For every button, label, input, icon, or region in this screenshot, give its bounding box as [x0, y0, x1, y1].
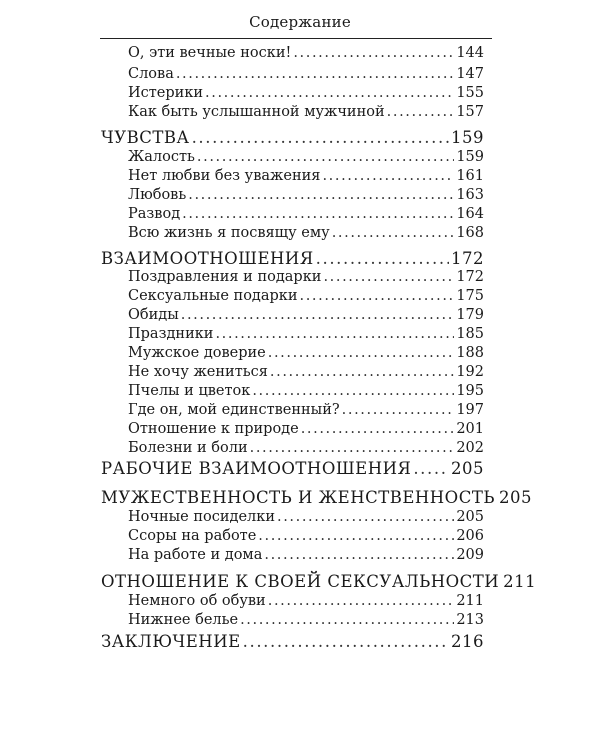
toc-page-number: 179 — [456, 307, 484, 323]
toc-section-entry — [101, 632, 484, 651]
toc-page-number: 205 — [498, 488, 532, 507]
toc-entry-title: Праздники — [128, 326, 214, 342]
dot-leader — [301, 421, 455, 437]
dot-leader — [268, 593, 455, 609]
toc-entry — [128, 421, 484, 437]
dot-leader — [258, 528, 454, 544]
toc-entry — [128, 593, 484, 609]
dot-leader — [323, 269, 454, 285]
toc-entry — [128, 149, 484, 165]
toc-entry — [128, 345, 484, 361]
toc-entry — [128, 307, 484, 323]
toc-entry — [128, 440, 484, 456]
toc-page-number: 197 — [456, 402, 484, 418]
toc-entry-title: ВЗАИМООТНОШЕНИЯ — [101, 249, 314, 268]
toc-page-number: 175 — [456, 288, 484, 304]
toc-entry-title: Истерики — [128, 85, 204, 101]
toc-page-number: 157 — [456, 104, 484, 120]
dot-leader — [293, 45, 454, 61]
toc-entry-title: Любовь — [128, 187, 187, 203]
toc-entry-title: Мужское доверие — [128, 345, 266, 361]
toc-entry-title: Сексуальные подарки — [128, 288, 298, 304]
toc-entry-title: Всю жизнь я посвящу ему — [128, 225, 330, 241]
toc-entry — [128, 168, 484, 184]
toc-entry-title: Ссоры на работе — [128, 528, 257, 544]
dot-leader — [215, 326, 454, 342]
dot-leader — [250, 440, 455, 456]
toc-entry-title: Ночные посиделки — [128, 509, 275, 525]
toc-entry-title: Слова — [128, 66, 174, 82]
toc-page-number: 185 — [456, 326, 484, 342]
toc-entry-title: Нижнее белье — [128, 612, 239, 628]
toc-page-number: 159 — [451, 128, 484, 147]
toc-entry — [128, 45, 484, 61]
dot-leader — [387, 104, 455, 120]
toc-entry — [128, 547, 484, 563]
dot-leader — [252, 383, 454, 399]
toc-page-number: 206 — [456, 528, 484, 544]
dot-leader — [264, 547, 454, 563]
toc-page-number: 144 — [456, 45, 484, 61]
toc-page-number: 201 — [456, 421, 484, 437]
dot-leader — [192, 128, 449, 147]
dot-leader — [413, 459, 449, 478]
toc-page-number: 147 — [456, 66, 484, 82]
dot-leader — [182, 206, 454, 222]
toc-entry — [128, 326, 484, 342]
toc-entry — [128, 612, 484, 628]
dot-leader — [300, 288, 455, 304]
toc-entry — [128, 206, 484, 222]
toc-entry-title: ЗАКЛЮЧЕНИЕ — [101, 632, 241, 651]
toc-entry-title: Развод — [128, 206, 181, 222]
toc-entry — [128, 509, 484, 525]
toc-page-number: 195 — [456, 383, 484, 399]
toc-page-number: 205 — [456, 509, 484, 525]
dot-leader — [205, 85, 454, 101]
toc-entry-title: Болезни и боли — [128, 440, 248, 456]
toc-page-number: 155 — [456, 85, 484, 101]
toc-entry-title: Нет любви без уважения — [128, 168, 321, 184]
dot-leader — [268, 345, 455, 361]
toc-entry-title: О, эти вечные носки! — [128, 45, 292, 61]
toc-entry — [128, 187, 484, 203]
toc-page-number: 192 — [456, 364, 484, 380]
dot-leader — [243, 632, 449, 651]
toc-page-number: 172 — [456, 269, 484, 285]
running-header: Содержание — [249, 13, 351, 31]
toc-page-number: 163 — [456, 187, 484, 203]
dot-leader — [322, 168, 454, 184]
toc-section-entry — [101, 488, 532, 507]
dot-leader — [197, 149, 454, 165]
toc-entry — [128, 225, 484, 241]
toc-page-number: 211 — [456, 593, 484, 609]
toc-entry-title: Пчелы и цветок — [128, 383, 251, 399]
toc-entry-title: ЧУВСТВА — [101, 128, 190, 147]
toc-entry-title: Как быть услышанной мужчиной — [128, 104, 385, 120]
toc-entry-title: Отношение к природе — [128, 421, 299, 437]
toc-entry — [128, 269, 484, 285]
toc-page-number: 213 — [456, 612, 484, 628]
toc-entry-title: Поздравления и подарки — [128, 269, 322, 285]
toc-entry — [128, 104, 484, 120]
toc-entry-title: На работе и дома — [128, 547, 263, 563]
dot-leader — [332, 225, 455, 241]
dot-leader — [277, 509, 454, 525]
toc-entry-title: Где он, мой единственный? — [128, 402, 340, 418]
toc-entry-title: Не хочу жениться — [128, 364, 268, 380]
toc-section-entry — [101, 128, 484, 147]
toc-entry — [128, 66, 484, 82]
toc-page-number: 188 — [456, 345, 484, 361]
toc-page-number: 209 — [456, 547, 484, 563]
toc-entry-title: Жалость — [128, 149, 195, 165]
toc-section-entry — [101, 459, 484, 478]
toc-section-entry — [101, 572, 537, 591]
dot-leader — [176, 66, 454, 82]
toc-page-number: 172 — [451, 249, 484, 268]
dot-leader — [316, 249, 449, 268]
toc-entry — [128, 85, 484, 101]
header-rule — [100, 38, 492, 39]
toc-page-number: 164 — [456, 206, 484, 222]
toc-entry-title: РАБОЧИЕ ВЗАИМООТНОШЕНИЯ — [101, 459, 412, 478]
dot-leader — [240, 612, 454, 628]
toc-page-number: 211 — [503, 572, 537, 591]
dot-leader — [342, 402, 455, 418]
toc-entry — [128, 364, 484, 380]
toc-entry — [128, 402, 484, 418]
toc-page-number: 216 — [451, 632, 484, 651]
dot-leader — [188, 187, 454, 203]
toc-section-entry — [101, 249, 484, 268]
toc-entry — [128, 288, 484, 304]
toc-entry — [128, 528, 484, 544]
toc-page-number: 202 — [456, 440, 484, 456]
toc-page-number: 205 — [451, 459, 484, 478]
toc-entry-title: МУЖЕСТВЕННОСТЬ И ЖЕНСТВЕННОСТЬ — [101, 488, 495, 507]
toc-page-number: 159 — [456, 149, 484, 165]
toc-entry-title: Обиды — [128, 307, 179, 323]
toc-entry — [128, 383, 484, 399]
toc-entry-title: Немного об обуви — [128, 593, 266, 609]
dot-leader — [181, 307, 455, 323]
toc-page-number: 168 — [456, 225, 484, 241]
toc-page-number: 161 — [456, 168, 484, 184]
toc-entry-title: ОТНОШЕНИЕ К СВОЕЙ СЕКСУАЛЬНОСТИ — [101, 572, 500, 591]
dot-leader — [270, 364, 454, 380]
